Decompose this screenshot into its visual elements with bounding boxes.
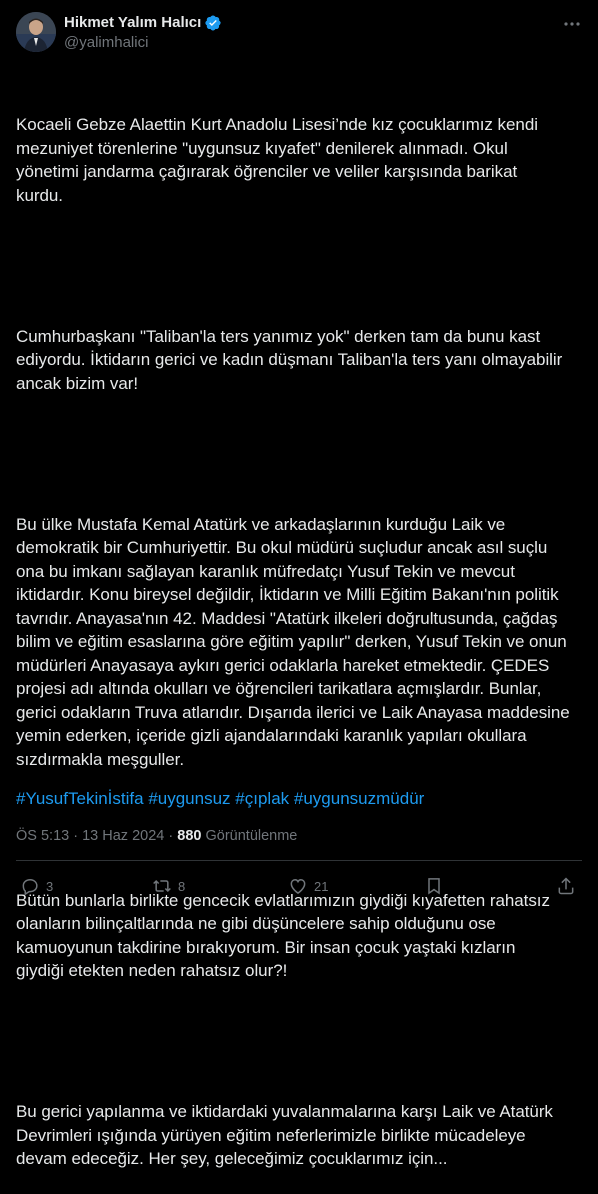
tweet-header	[16, 10, 582, 54]
repost-icon	[152, 876, 172, 896]
hashtag-link[interactable]: #uygunsuzmüdür	[293, 789, 425, 808]
action-bar	[16, 872, 582, 900]
views-count: 880	[177, 828, 202, 844]
tweet-paragraph: Bu gerici yapılanma ve iktidardaki yuvalanmalarına karşı Laik ve Atatürk Devrimleri ışığında yürüyen eğitim neferlerimizle birlikte mücadeleye devam edeceğiz. Her şey, geleceğimiz çocuklarımız için...	[16, 1102, 553, 1168]
heart-icon	[288, 876, 308, 896]
tweet-time[interactable]: ÖS 5:13	[16, 828, 70, 844]
meta-separator: ·	[168, 828, 174, 844]
repost-count: 8	[178, 878, 186, 894]
hashtag-link[interactable]: #YusufTekinİstifa	[16, 789, 144, 808]
like-button[interactable]	[288, 872, 328, 900]
tweet-meta	[16, 826, 297, 846]
verified-badge-icon	[204, 14, 222, 32]
like-count: 21	[314, 878, 329, 894]
tweet-date[interactable]: 13 Haz 2024	[82, 828, 165, 844]
share-icon	[556, 876, 576, 896]
tweet-paragraph: Kocaeli Gebze Alaettin Kurt Anadolu Lisesi’nde kız çocuklarımız kendi mezuniyet törenlerine "uygunsuz kıyafet" denilerek alınmadı. Okul yönetimi jandarma çağırarak öğrenciler ve veliler karşısında barikat kurdu.	[16, 115, 538, 205]
hashtag-link[interactable]: #uygunsuz	[148, 789, 231, 808]
repost-button[interactable]	[152, 872, 185, 900]
author-name[interactable]: Hikmet Yalım Halıcı	[64, 14, 202, 31]
reply-icon	[20, 876, 40, 896]
author-handle[interactable]: @yalimhalici	[64, 34, 149, 51]
hashtag-link[interactable]: #çıplak	[235, 789, 290, 808]
bookmark-button[interactable]	[424, 872, 444, 900]
reply-button[interactable]	[20, 872, 53, 900]
tweet-text	[16, 66, 576, 1194]
more-options-icon[interactable]	[562, 14, 582, 34]
tweet-paragraph: Bu ülke Mustafa Kemal Atatürk ve arkadaşlarının kurduğu Laik ve demokratik bir Cumhuriyettir. Bu okul müdürü suçludur ancak asıl suçlu ona bu imkanı sağlayan karanlık müfredatçı Yusuf Tekin ve mevcut iktidardır. Konu bireysel değildir, İktidarın ve Milli Eğitim Bakanı'nın politik tavrıdır. Anayasa'nın 42. Maddesi "Atatürk ilkeleri doğrultusunda, çağdaş bilim ve eğitim esaslarına göre eğitim yapılır" derken, Yusuf Tekin ve onun müdürleri Anayasaya aykırı gerici odaklarla hareket etmektedir. ÇEDES projesi adı altında okulları ve öğrencileri tarikatlara açmışlardır. Bunlar, gerici odakların Truva atlarıdır. Dışarıda ilerici ve Laik Anayasa maddesine yemin ederken, içeride gizli ajandalarındaki karanlık yapıları okullara sızdırmakla meşguller.	[16, 514, 570, 769]
meta-separator: ·	[73, 828, 79, 844]
share-button[interactable]	[556, 872, 576, 900]
avatar[interactable]	[16, 12, 56, 52]
reply-count: 3	[46, 878, 54, 894]
divider	[16, 860, 582, 861]
bookmark-icon	[424, 876, 444, 896]
hashtag-row	[16, 787, 576, 810]
views-label: Görüntülenme	[205, 828, 298, 844]
tweet-paragraph: Bütün bunlarla birlikte gencecik evlatlarımızın giydiği kıyafetten rahatsız olanların bilinçaltlarında ne gibi düşüncelere sahip olduğunu ose kamuoyunun takdirine bırakıyorum. Bir insan çocuk yaştaki kızların giydiği etekten neden rahatsız olur?!	[16, 890, 550, 980]
tweet-paragraph: Cumhurbaşkanı "Taliban'la ters yanımız yok" derken tam da bunu kast ediyordu. İktidarın gerici ve kadın düşmanı Taliban'la ters yanı olmayabilir ancak bizim var!	[16, 326, 563, 393]
